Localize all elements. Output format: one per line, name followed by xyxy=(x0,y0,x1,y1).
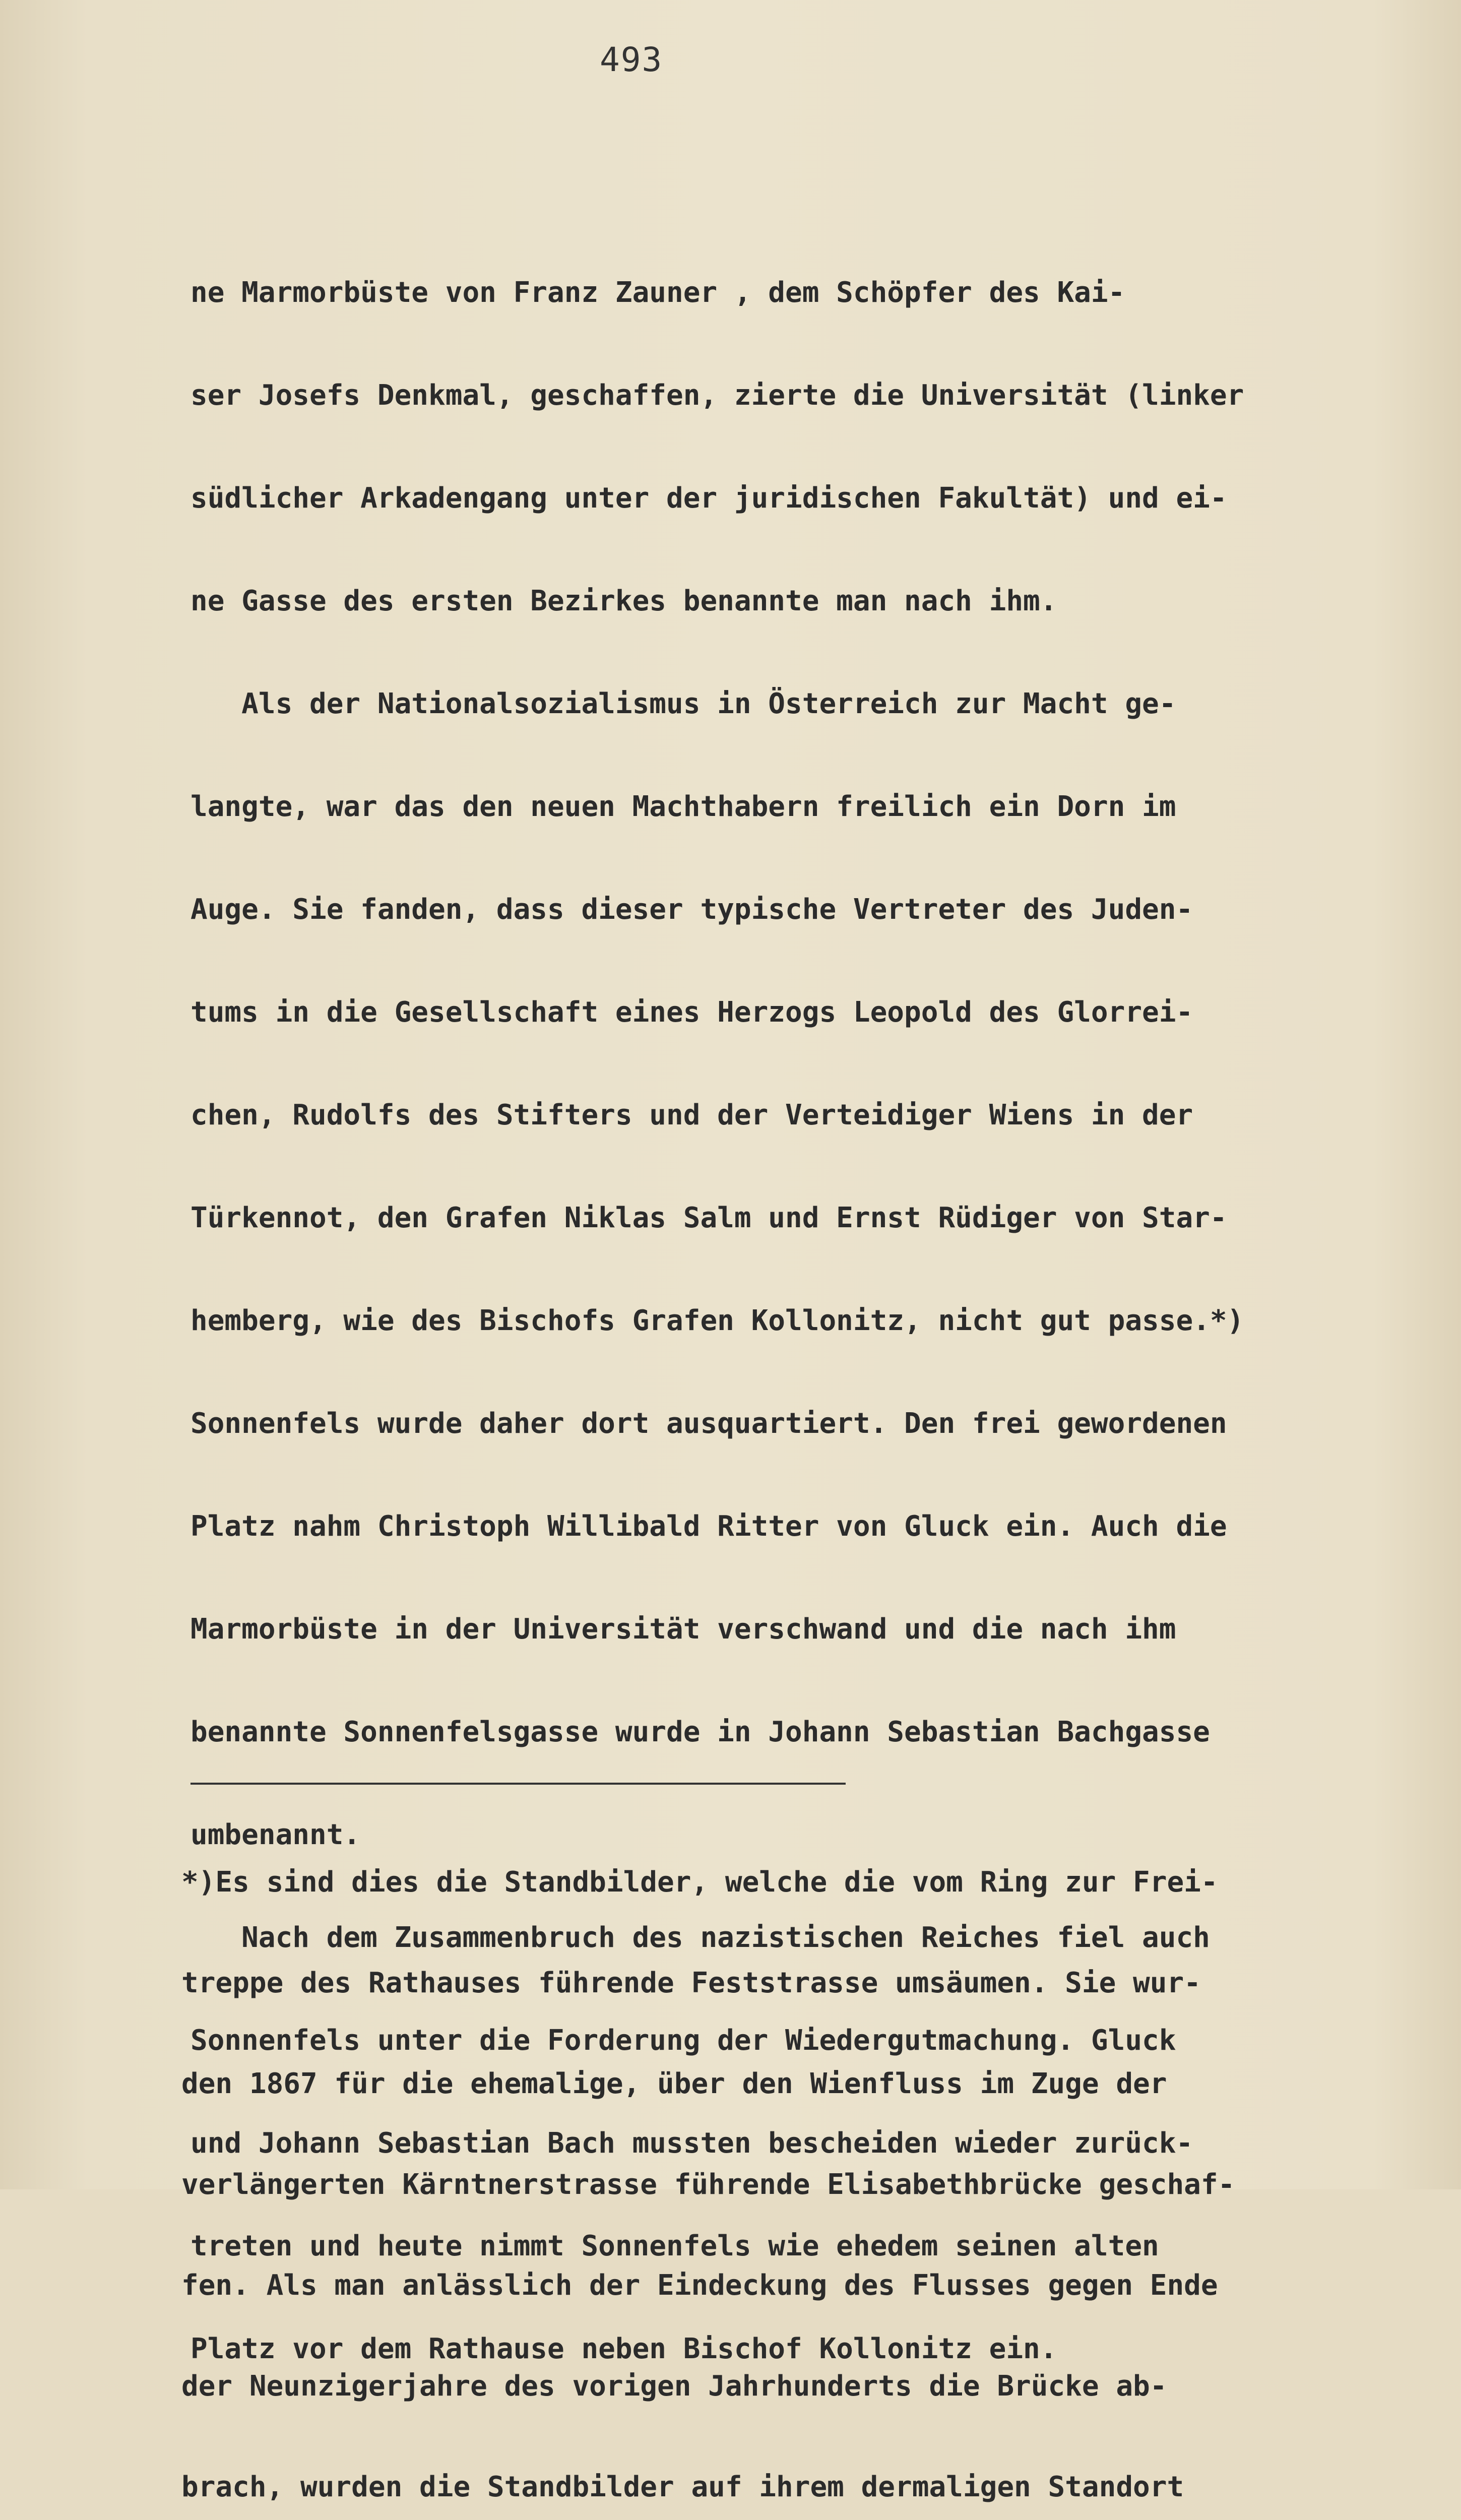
text-line: ne Gasse des ersten Bezirkes benannte man nach ihm. xyxy=(190,585,1057,617)
text-line: Türkennot, den Grafen Niklas Salm und Ernst Rüdiger von Star- xyxy=(190,1202,1227,1234)
text-line: Auge. Sie fanden, dass dieser typische Vertreter des Juden- xyxy=(190,893,1193,926)
text-line: chen, Rudolfs des Stifters und der Verteidiger Wiens in der xyxy=(190,1099,1193,1131)
text-line: hemberg, wie des Bischofs Grafen Kollonitz, nicht gut passe.*) xyxy=(190,1304,1244,1337)
text-line: treten und heute nimmt Sonnenfels wie ehedem seinen alten xyxy=(190,2230,1159,2262)
text-line: südlicher Arkadengang unter der juridischen Fakultät) und ei- xyxy=(190,482,1227,515)
text-line: Nach dem Zusammenbruch des nazistischen Reiches fiel auch xyxy=(190,1921,1210,1954)
footnote-line: *)Es sind dies die Standbilder, welche die vom Ring zur Frei- xyxy=(181,1866,1218,1899)
page-number: 493 xyxy=(600,40,663,79)
text-line: Als der Nationalsozialismus in Österreich zur Macht ge- xyxy=(190,687,1176,720)
text-line: tums in die Gesellschaft eines Herzogs Leopold des Glorrei- xyxy=(190,996,1193,1029)
text-line: langte, war das den neuen Machthabern freilich ein Dorn im xyxy=(190,790,1176,823)
footnote xyxy=(181,1799,1421,2520)
text-line: benannte Sonnenfelsgasse wurde in Johann Sebastian Bachgasse xyxy=(190,1716,1210,1748)
text-line: Sonnenfels unter die Forderung der Wiedergutmachung. Gluck xyxy=(190,2024,1176,2057)
text-line: umbenannt. xyxy=(190,1818,361,1851)
text-line: und Johann Sebastian Bach mussten bescheiden wieder zurück- xyxy=(190,2127,1193,2160)
text-line: Marmorbüste in der Universität verschwand und die nach ihm xyxy=(190,1613,1176,1646)
footnote-line: der Neunzigerjahre des vorigen Jahrhunderts die Brücke ab- xyxy=(181,2370,1167,2403)
text-line: Platz nahm Christoph Willibald Ritter von Gluck ein. Auch die xyxy=(190,1510,1227,1543)
text-line: ser Josefs Denkmal, geschaffen, zierte die Universität (linker xyxy=(190,379,1244,412)
footnote-line: treppe des Rathauses führende Feststrasse umsäumen. Sie wur- xyxy=(181,1967,1201,1999)
footnote-line: verlängerten Kärntnerstrasse führende Elisabethbrücke geschaf- xyxy=(181,2168,1235,2201)
text-line: Platz vor dem Rathause neben Bischof Kollonitz ein. xyxy=(190,2333,1057,2365)
footnote-line: brach, wurden die Standbilder auf ihrem dermaligen Standort xyxy=(181,2471,1184,2503)
footnote-divider xyxy=(190,1783,846,1785)
text-line: Sonnenfels wurde daher dort ausquartiert. Den frei gewordenen xyxy=(190,1407,1227,1440)
text-line: ne Marmorbüste von Franz Zauner , dem Schöpfer des Kai- xyxy=(190,276,1125,309)
footnote-line: fen. Als man anlässlich der Eindeckung des Flusses gegen Ende xyxy=(181,2269,1218,2302)
footnote-line: den 1867 für die ehemalige, über den Wienfluss im Zuge der xyxy=(181,2067,1167,2100)
